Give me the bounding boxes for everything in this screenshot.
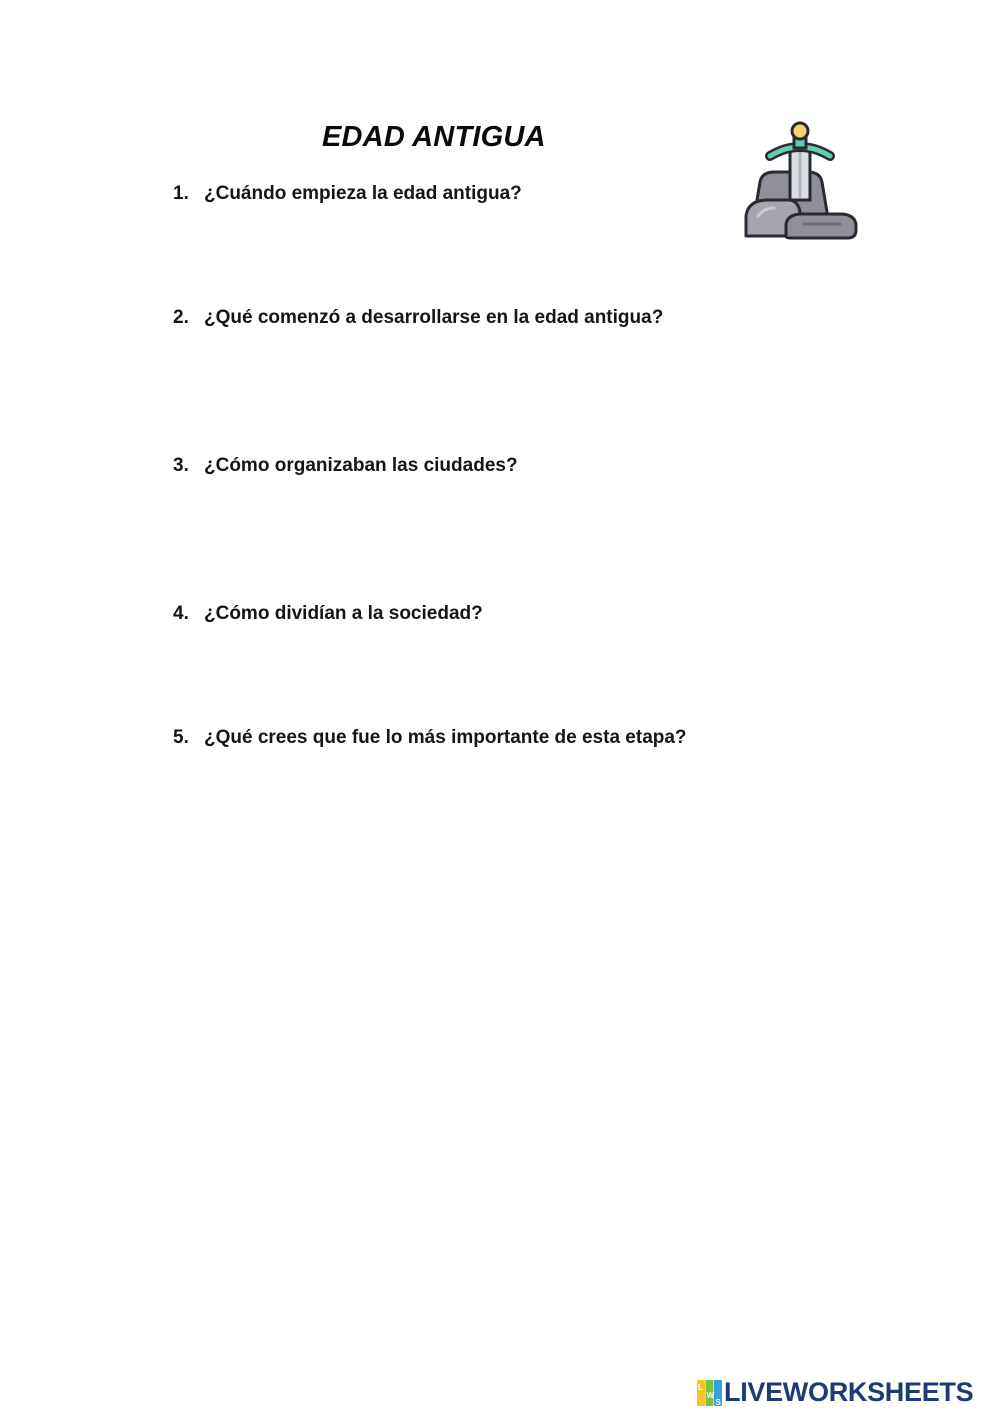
question-3	[173, 455, 518, 477]
liveworksheets-logo-icon	[697, 1380, 722, 1406]
sword-in-stone-icon	[740, 120, 860, 244]
svg-text:L: L	[698, 1382, 703, 1392]
question-4	[173, 603, 483, 625]
question-5	[173, 727, 687, 749]
question-text: ¿Qué comenzó a desarrollarse en la edad antigua?	[204, 307, 664, 328]
svg-text:S: S	[715, 1397, 721, 1406]
question-number: 2.	[173, 307, 189, 328]
svg-text:W: W	[706, 1390, 715, 1400]
liveworksheets-brand	[697, 1377, 973, 1408]
question-1	[173, 183, 522, 205]
question-2	[173, 307, 663, 329]
question-text: ¿Cómo dividían a la sociedad?	[204, 603, 483, 624]
question-number: 1.	[173, 183, 189, 204]
question-text: ¿Cuándo empieza la edad antigua?	[204, 183, 522, 204]
question-number: 4.	[173, 603, 189, 624]
question-number: 3.	[173, 455, 189, 476]
question-text: ¿Cómo organizaban las ciudades?	[204, 455, 518, 476]
page-title: EDAD ANTIGUA	[322, 121, 546, 153]
question-number: 5.	[173, 727, 189, 748]
question-text: ¿Qué crees que fue lo más importante de esta etapa?	[204, 727, 687, 748]
brand-name: LIVEWORKSHEETS	[724, 1377, 974, 1407]
